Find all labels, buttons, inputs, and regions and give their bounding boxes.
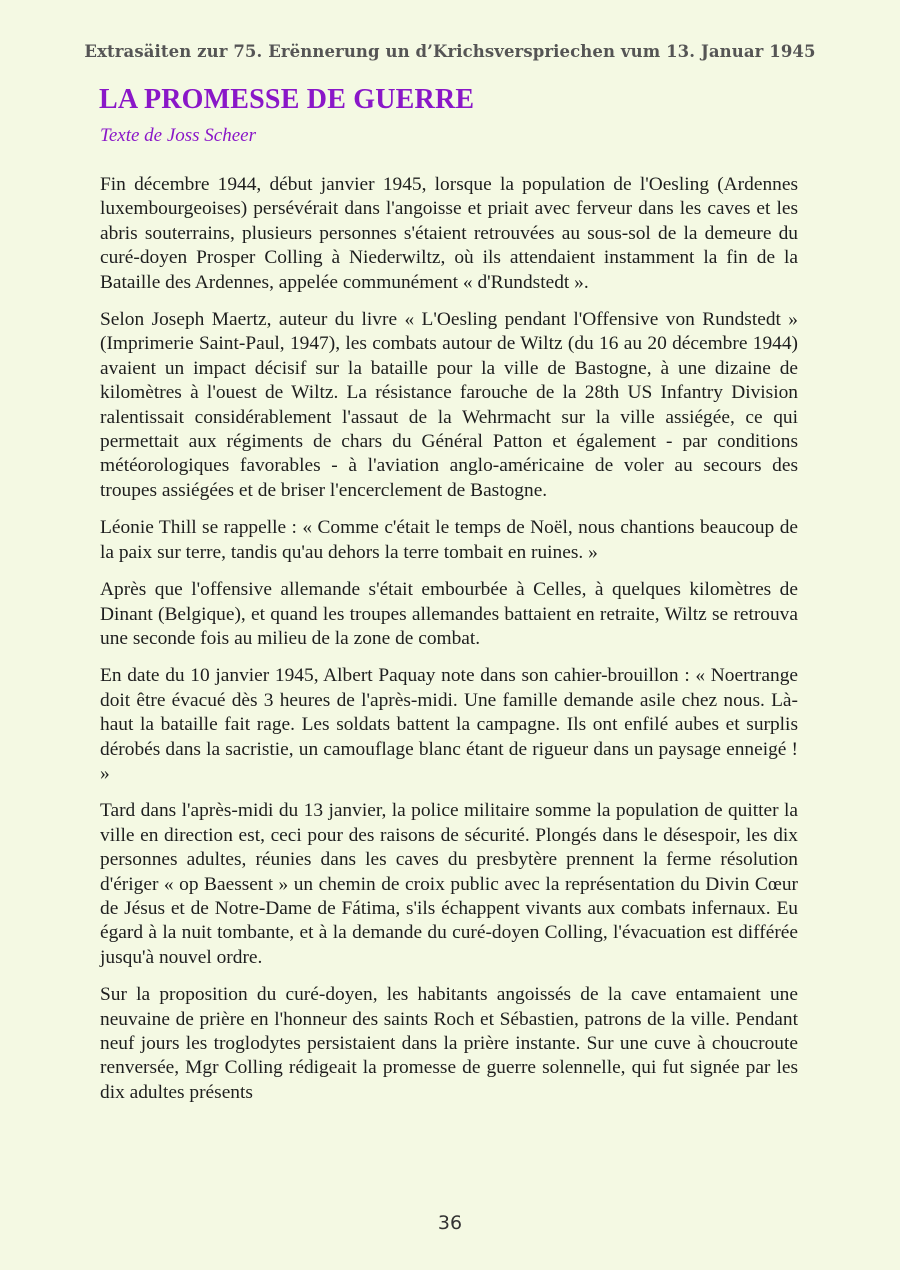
- article-title: LA PROMESSE DE GUERRE: [99, 84, 475, 115]
- paragraph: Tard dans l'après-midi du 13 janvier, la police militaire somme la population de quitter la ville en direction est, ceci pour des raisons de sécurité. Plongés dans le désespoir, les dix personnes adultes, réunies dans les caves du presbytère prennent la ferme résolution d'ériger « op Baessent » un chemin de croix public avec la représentation du Divin Cœur de Jésus et de Notre-Dame de Fátima, s'ils échappent vivants aux combats infernaux. Eu égard à la nuit tombante, et à la demande du curé-doyen Colling, l'évacuation est différée jusqu'à nouvel ordre.: [100, 800, 798, 968]
- paragraph: Après que l'offensive allemande s'était embourbée à Celles, à quelques kilomètres de Dinant (Belgique), et quand les troupes allemandes battaient en retraite, Wiltz se retrouva une seconde fois au milieu de la zone de combat.: [100, 579, 798, 649]
- paragraph: Selon Joseph Maertz, auteur du livre « L'Oesling pendant l'Offensive von Rundstedt » (Imprimerie Saint-Paul, 1947), les combats autour de Wiltz (du 16 au 20 décembre 1944) avaient un impact décisif sur la bataille pour la ville de Bastogne, à une dizaine de kilomètres à l'ouest de Wiltz. La résistance farouche de la 28th US Infantry Division ralentissait considérablement l'assaut de la Wehrmacht sur la ville assiégée, ce qui permettait aux régiments de chars du Général Patton et également - par conditions météorologiques favorables - à l'aviation anglo-américaine de voler au secours des troupes assiégées et de briser l'encerclement de Bastogne.: [100, 309, 798, 501]
- running-header: Extrasäiten zur 75. Erënnerung un d’Krichsverspriechen vum 13. Januar 1945: [84, 42, 816, 61]
- paragraph: Fin décembre 1944, début janvier 1945, lorsque la population de l'Oesling (Ardennes luxembourgeoises) persévérait dans l'angoisse et priait avec ferveur dans les caves et les abris souterrains, plusieurs personnes s'étaient retrouvées au sous-sol de la demeure du curé-doyen Prosper Colling à Niederwiltz, où ils attendaient instamment la fin de la Bataille des Ardennes, appelée communément « d'Rundstedt ».: [100, 174, 798, 293]
- page-number: 36: [437, 1212, 463, 1234]
- article-body: [100, 173, 798, 1118]
- article-byline: Texte de Joss Scheer: [100, 125, 256, 146]
- paragraph: Sur la proposition du curé-doyen, les habitants angoissés de la cave entamaient une neuvaine de prière en l'honneur des saints Roch et Sébastien, patrons de la ville. Pendant neuf jours les troglodytes persistaient dans la prière instante. Sur une cuve à choucroute renversée, Mgr Colling rédigeait la promesse de guerre solennelle, qui fut signée par les dix adultes présents: [100, 984, 798, 1103]
- paragraph: En date du 10 janvier 1945, Albert Paquay note dans son cahier-brouillon : « Noertrange doit être évacué dès 3 heures de l'après-midi. Une famille demande asile chez nous. Là-haut la bataille fait rage. Les soldats battent la campagne. Ils ont enfilé aubes et surplis dérobés dans la sacristie, un camouflage blanc étant de rigueur dans un paysage enneigé ! »: [100, 665, 798, 784]
- paragraph: Léonie Thill se rappelle : « Comme c'était le temps de Noël, nous chantions beaucoup de la paix sur terre, tandis qu'au dehors la terre tombait en ruines. »: [100, 517, 798, 563]
